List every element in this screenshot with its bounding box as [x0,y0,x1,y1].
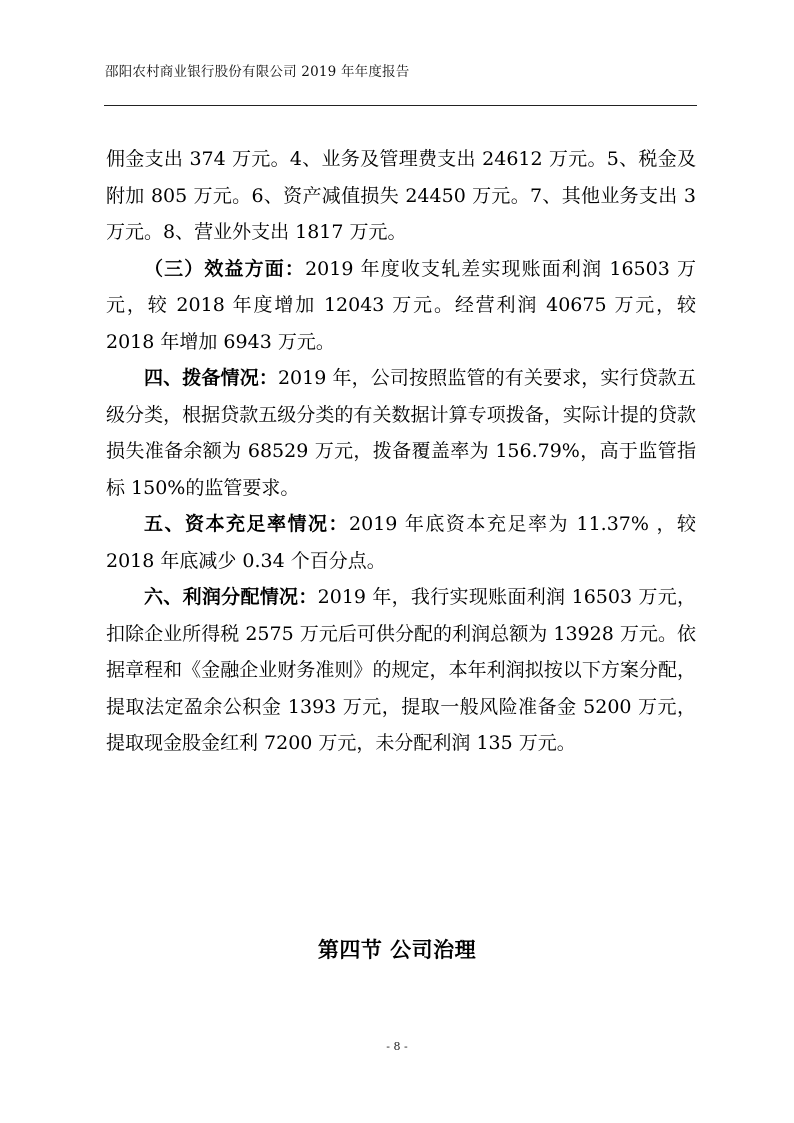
paragraph-label: 五、资本充足率情况： [144,513,350,535]
paragraph-label: 四、拨备情况： [144,367,278,389]
header-divider [104,105,697,106]
section-title: 第四节 公司治理 [317,938,477,962]
paragraph-profit-distribution [106,579,696,762]
paragraph-label: （三）效益方面： [144,257,306,280]
paragraph-text: 2019 年底资本充足率为 11.37% ，较 2018 年底减少 0.34 个百分点。 [106,513,696,572]
report-header: 邵阳农村商业银行股份有限公司 2019 年年度报告 [105,64,410,80]
paragraph-text: 佣金支出 374 万元。4、业务及管理费支出 24612 万元。5、税金及附加 805 万元。6、资产减值损失 24450 万元。7、其他业务支出 3 万元。8、营业外支出 1817 万元。 [106,148,696,243]
paragraph-provision [106,360,696,506]
paragraph-text: 2019 年度收支轧差实现账面利润 16503 万元，较 2018 年度增加 12043 万元。经营利润 40675 万元，较 2018 年增加 6943 万元。 [106,257,696,353]
page-number: - 8 - [386,1040,408,1053]
paragraph-expenses [106,141,696,251]
paragraph-text: 2019 年，我行实现账面利润 16503 万元，扣除企业所得税 2575 万元后可供分配的利润总额为 13928 万元。依据章程和《金融企业财务准则》的规定，本年利润拟按以下方案分配，提取法定盈余公积金 1393 万元，提取一般风险准备金 5200 万元，提取现金股金红利 7200 万元，未分配利润 135 万元。 [106,586,696,754]
paragraph-capital-adequacy [106,506,696,579]
report-body [106,141,696,762]
paragraph-label: 六、利润分配情况： [144,586,318,608]
paragraph-text: 2019 年，公司按照监管的有关要求，实行贷款五级分类，根据贷款五级分类的有关数据计算专项拨备，实际计提的贷款损失准备余额为 68529 万元，拨备覆盖率为 156.79%，高于监管指标 150%的监管要求。 [106,367,696,499]
paragraph-benefit [106,251,696,361]
